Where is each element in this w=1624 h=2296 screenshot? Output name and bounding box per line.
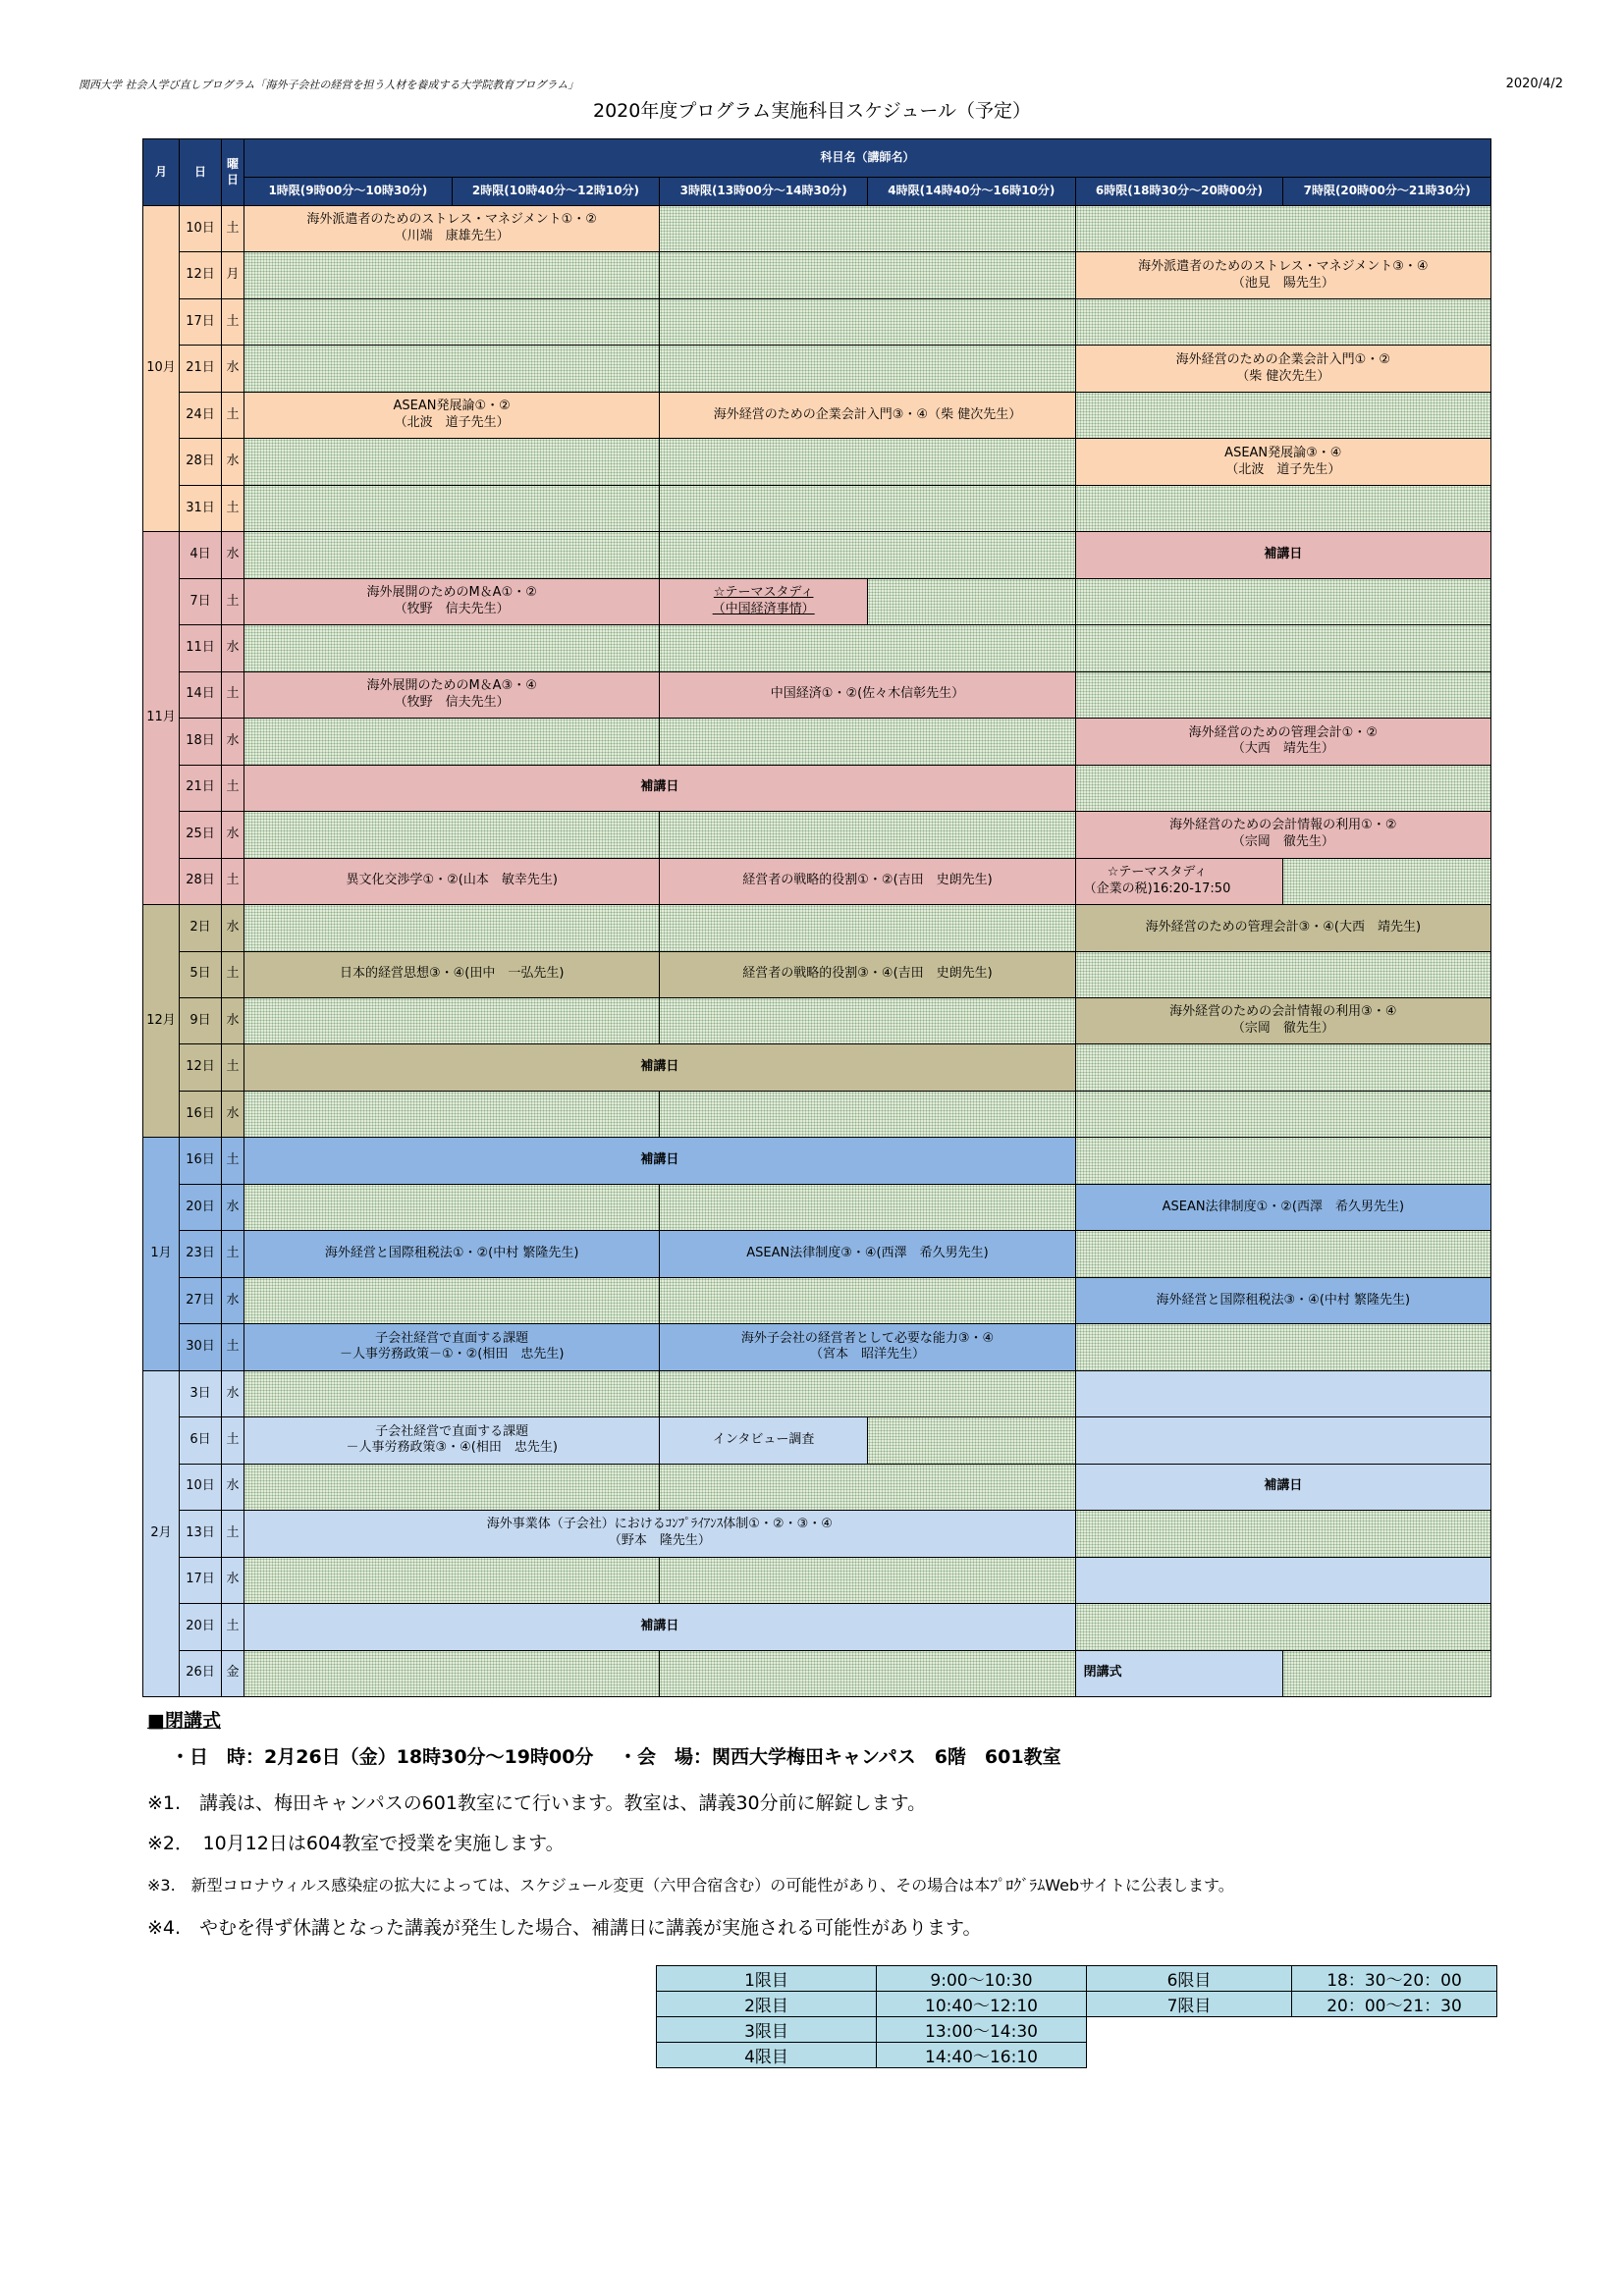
lecture-cell: 中国経済①・②(佐々木信彰先生） xyxy=(660,672,1074,718)
day-cell: 10日 xyxy=(180,1465,221,1510)
lecture-cell: ☆テーマスタディ （企業の税)16:20-17:50 xyxy=(1076,859,1283,904)
header-month: 月 xyxy=(143,139,179,205)
day-cell: 21日 xyxy=(180,346,221,391)
period-label: 6限目 xyxy=(1087,1966,1292,1992)
empty-slot xyxy=(1076,1511,1490,1556)
weekday-cell: 水 xyxy=(222,905,244,950)
weekday-cell: 土 xyxy=(222,766,244,811)
page-title: 2020年度プログラム実施科目スケジュール（予定） xyxy=(592,100,1032,122)
day-cell: 18日 xyxy=(180,719,221,764)
empty-slot xyxy=(1076,579,1490,624)
header-period-1: 1時限(9時00分～10時30分) xyxy=(244,178,452,205)
empty-slot xyxy=(1076,206,1490,251)
month-label: 2月 xyxy=(143,1371,179,1696)
empty-slot xyxy=(1076,1324,1490,1369)
lecture-cell: 日本的経営思想③・④(田中 一弘先生) xyxy=(244,952,659,997)
weekday-cell: 土 xyxy=(222,393,244,438)
header-period-4: 4時限(14時40分～16時10分) xyxy=(868,178,1075,205)
lecture-cell: 海外経営と国際租税法①・②(中村 繁隆先生) xyxy=(244,1231,659,1276)
lecture-cell: 補講日 xyxy=(244,1604,1075,1649)
note-4: ※4. やむを得ず休講となった講義が発生した場合、補講日に講義が実施される可能性があります。 xyxy=(147,1917,982,1939)
period-row xyxy=(657,2017,1497,2043)
period-row xyxy=(657,1992,1497,2017)
weekday-cell: 土 xyxy=(222,1044,244,1090)
empty-slot xyxy=(1076,1044,1490,1090)
empty-slot xyxy=(1076,1138,1490,1183)
lecture-cell: 補講日 xyxy=(1076,1465,1490,1510)
empty-slot xyxy=(244,1651,659,1696)
lecture-cell: 補講日 xyxy=(244,766,1075,811)
lecture-cell: 海外事業体（子会社）におけるｺﾝﾌﾟﾗｲｱﾝｽ体制①・②・③・④ （野本 隆先生） xyxy=(244,1511,1075,1556)
empty-slot xyxy=(244,998,659,1043)
lecture-cell: ☆テーマスタディ （中国経済事情） xyxy=(660,579,867,624)
empty-slot xyxy=(660,1278,1074,1323)
empty-slot xyxy=(660,1185,1074,1230)
day-cell: 7日 xyxy=(180,579,221,624)
weekday-cell: 水 xyxy=(222,1465,244,1510)
day-cell: 4日 xyxy=(180,532,221,577)
lecture-cell: ASEAN法律制度③・④(西澤 希久男先生) xyxy=(660,1231,1074,1276)
empty-slot xyxy=(244,812,659,857)
note-2: ※2． 10月12日は604教室で授業を実施します。 xyxy=(147,1833,565,1854)
period-time: 10:40～12:10 xyxy=(877,1992,1087,2017)
empty-slot xyxy=(1283,1651,1490,1696)
weekday-cell: 土 xyxy=(222,206,244,251)
period-time: 14:40～16:10 xyxy=(877,2043,1087,2068)
weekday-cell: 水 xyxy=(222,346,244,391)
lecture-cell: ASEAN発展論①・② （北波 道子先生） xyxy=(244,393,659,438)
empty-slot xyxy=(1076,952,1490,997)
day-cell: 20日 xyxy=(180,1604,221,1649)
lecture-cell: ASEAN法律制度①・②(西澤 希久男先生) xyxy=(1076,1185,1490,1230)
empty-slot xyxy=(660,206,1074,251)
day-cell: 14日 xyxy=(180,672,221,718)
day-cell: 20日 xyxy=(180,1185,221,1230)
empty-slot xyxy=(660,299,1074,345)
document-date: 2020/4/2 xyxy=(1505,77,1563,91)
day-cell: 17日 xyxy=(180,1558,221,1603)
period-label: 4限目 xyxy=(657,2043,877,2068)
day-cell: 5日 xyxy=(180,952,221,997)
weekday-cell: 水 xyxy=(222,1185,244,1230)
lecture-cell: 海外経営のための会計情報の利用③・④ （宗岡 徹先生） xyxy=(1076,998,1490,1043)
lecture-cell: 海外経営のための企業会計入門①・② （柴 健次先生） xyxy=(1076,346,1490,391)
empty-slot xyxy=(660,1651,1074,1696)
empty-slot xyxy=(1076,1371,1490,1416)
empty-slot xyxy=(660,252,1074,297)
empty-slot xyxy=(244,346,659,391)
weekday-cell: 水 xyxy=(222,998,244,1043)
lecture-cell: 海外経営のための企業会計入門③・④（柴 健次先生） xyxy=(660,393,1074,438)
day-cell: 6日 xyxy=(180,1417,221,1463)
header-weekday: 曜日 xyxy=(222,139,244,205)
weekday-cell: 土 xyxy=(222,1511,244,1556)
lecture-cell: 異文化交渉学①・②(山本 敏幸先生) xyxy=(244,859,659,904)
empty-slot xyxy=(1076,1604,1490,1649)
day-cell: 28日 xyxy=(180,859,221,904)
empty-slot xyxy=(244,1185,659,1230)
empty-slot xyxy=(244,905,659,950)
weekday-cell: 水 xyxy=(222,719,244,764)
header-period-7: 7時限(20時00分～21時30分) xyxy=(1283,178,1490,205)
closing-heading: ■閉講式 xyxy=(147,1710,221,1732)
notes-section xyxy=(147,1706,1522,1940)
period-time: 18：30～20：00 xyxy=(1292,1966,1497,1992)
empty-slot xyxy=(1076,1417,1490,1463)
period-label: 2限目 xyxy=(657,1992,877,2017)
header-period-6: 6時限(18時30分～20時00分) xyxy=(1076,178,1283,205)
day-cell: 21日 xyxy=(180,766,221,811)
empty-slot xyxy=(1076,393,1490,438)
weekday-cell: 土 xyxy=(222,1138,244,1183)
empty-slot xyxy=(1076,766,1490,811)
header-period-2: 2時限(10時40分～12時10分) xyxy=(453,178,660,205)
lecture-cell: 海外経営のための会計情報の利用①・② （宗岡 徹先生） xyxy=(1076,812,1490,857)
header-period-3: 3時限(13時00分～14時30分) xyxy=(660,178,867,205)
lecture-cell: 海外子会社の経営者として必要な能力③・④ （宮本 昭洋先生） xyxy=(660,1324,1074,1369)
empty-slot xyxy=(1076,672,1490,718)
lecture-cell: 海外経営のための管理会計③・④(大西 靖先生) xyxy=(1076,905,1490,950)
period-times-table xyxy=(656,1965,1497,2068)
empty-slot xyxy=(244,719,659,764)
lecture-cell: 経営者の戦略的役割①・②(吉田 史朗先生) xyxy=(660,859,1074,904)
lecture-cell: 子会社経営で直面する課題 －人事労務政策③・④(相田 忠先生) xyxy=(244,1417,659,1463)
header-day: 日 xyxy=(180,139,221,205)
empty-slot xyxy=(1076,1092,1490,1137)
day-cell: 26日 xyxy=(180,1651,221,1696)
lecture-cell: 海外派遣者のためのストレス・マネジメント③・④ （池見 陽先生） xyxy=(1076,252,1490,297)
empty-slot xyxy=(660,1558,1074,1603)
lecture-cell: 補講日 xyxy=(1076,532,1490,577)
empty-slot xyxy=(660,905,1074,950)
empty-slot xyxy=(244,1092,659,1137)
weekday-cell: 土 xyxy=(222,1324,244,1369)
day-cell: 23日 xyxy=(180,1231,221,1276)
empty-slot xyxy=(244,1465,659,1510)
day-cell: 28日 xyxy=(180,439,221,484)
empty-slot xyxy=(1283,859,1490,904)
weekday-cell: 土 xyxy=(222,299,244,345)
day-cell: 16日 xyxy=(180,1138,221,1183)
empty-slot xyxy=(244,299,659,345)
lecture-cell: 経営者の戦略的役割③・④(吉田 史朗先生) xyxy=(660,952,1074,997)
day-cell: 17日 xyxy=(180,299,221,345)
empty-slot xyxy=(1076,625,1490,670)
period-label: 7限目 xyxy=(1087,1992,1292,2017)
period-time: 13:00～14:30 xyxy=(877,2017,1087,2043)
empty-slot xyxy=(244,1558,659,1603)
lecture-cell: 海外派遣者のためのストレス・マネジメント①・② （川端 康雄先生） xyxy=(244,206,659,251)
day-cell: 13日 xyxy=(180,1511,221,1556)
day-cell: 24日 xyxy=(180,393,221,438)
empty-slot xyxy=(660,719,1074,764)
empty-slot xyxy=(244,532,659,577)
lecture-cell: 補講日 xyxy=(244,1044,1075,1090)
day-cell: 25日 xyxy=(180,812,221,857)
weekday-cell: 水 xyxy=(222,812,244,857)
empty-slot xyxy=(1076,486,1490,531)
lecture-cell: 海外展開のためのM＆A③・④ （牧野 信夫先生） xyxy=(244,672,659,718)
period-time: 20：00～21：30 xyxy=(1292,1992,1497,2017)
empty-slot xyxy=(660,439,1074,484)
day-cell: 10日 xyxy=(180,206,221,251)
period-row xyxy=(657,2043,1497,2068)
empty-slot xyxy=(660,998,1074,1043)
lecture-cell: 海外経営と国際租税法③・④(中村 繁隆先生) xyxy=(1076,1278,1490,1323)
empty-slot xyxy=(660,1092,1074,1137)
month-label: 12月 xyxy=(143,905,179,1137)
weekday-cell: 土 xyxy=(222,952,244,997)
empty-slot xyxy=(244,252,659,297)
empty-slot xyxy=(660,532,1074,577)
day-cell: 16日 xyxy=(180,1092,221,1137)
day-cell: 2日 xyxy=(180,905,221,950)
empty-slot xyxy=(244,1278,659,1323)
weekday-cell: 土 xyxy=(222,1231,244,1276)
weekday-cell: 水 xyxy=(222,1278,244,1323)
period-row xyxy=(657,1966,1497,1992)
empty-slot xyxy=(244,486,659,531)
weekday-cell: 土 xyxy=(222,1604,244,1649)
weekday-cell: 土 xyxy=(222,579,244,624)
lecture-cell: 海外展開のためのM＆A①・② （牧野 信夫先生） xyxy=(244,579,659,624)
weekday-cell: 水 xyxy=(222,1092,244,1137)
weekday-cell: 土 xyxy=(222,672,244,718)
day-cell: 31日 xyxy=(180,486,221,531)
lecture-cell: 子会社経営で直面する課題 －人事労務政策－①・②(相田 忠先生) xyxy=(244,1324,659,1369)
period-label: 1限目 xyxy=(657,1966,877,1992)
empty-slot xyxy=(660,812,1074,857)
empty-slot xyxy=(244,439,659,484)
day-cell: 12日 xyxy=(180,1044,221,1090)
program-name: 関西大学 社会人学び直しプログラム「海外子会社の経営を担う人材を養成する大学院教育プログラム」 xyxy=(79,79,579,91)
weekday-cell: 土 xyxy=(222,859,244,904)
empty-slot xyxy=(1076,1231,1490,1276)
day-cell: 12日 xyxy=(180,252,221,297)
weekday-cell: 水 xyxy=(222,439,244,484)
empty-slot xyxy=(660,1465,1074,1510)
empty-slot xyxy=(660,346,1074,391)
month-label: 10月 xyxy=(143,206,179,531)
lecture-cell: ASEAN発展論③・④ （北波 道子先生） xyxy=(1076,439,1490,484)
lecture-cell: インタビュー調査 xyxy=(660,1417,867,1463)
note-1: ※1. 講義は、梅田キャンパスの601教室にて行います。教室は、講義30分前に解錠します。 xyxy=(147,1792,927,1814)
note-3: ※3. 新型コロナウィルス感染症の拡大によっては、スケジュール変更（六甲合宿含む）の可能性があり、その場合は本ﾌﾟﾛｸﾞﾗﾑWebサイトに公表します。 xyxy=(147,1876,1234,1895)
weekday-cell: 土 xyxy=(222,1417,244,1463)
schedule-table xyxy=(142,138,1491,1697)
day-cell: 30日 xyxy=(180,1324,221,1369)
period-label: 3限目 xyxy=(657,2017,877,2043)
header-subject: 科目名（講師名） xyxy=(244,139,1490,177)
empty-slot xyxy=(244,625,659,670)
empty-slot xyxy=(1076,299,1490,345)
weekday-cell: 水 xyxy=(222,625,244,670)
empty-slot xyxy=(868,579,1075,624)
lecture-cell: 閉講式 xyxy=(1076,1651,1283,1696)
day-cell: 27日 xyxy=(180,1278,221,1323)
empty-slot xyxy=(660,625,1074,670)
day-cell: 3日 xyxy=(180,1371,221,1416)
lecture-cell: 補講日 xyxy=(244,1138,1075,1183)
month-label: 1月 xyxy=(143,1138,179,1369)
lecture-cell: 海外経営のための管理会計①・② （大西 靖先生） xyxy=(1076,719,1490,764)
empty-slot xyxy=(660,486,1074,531)
empty-slot xyxy=(244,1371,659,1416)
weekday-cell: 水 xyxy=(222,532,244,577)
period-time: 9:00～10:30 xyxy=(877,1966,1087,1992)
month-label: 11月 xyxy=(143,532,179,904)
day-cell: 11日 xyxy=(180,625,221,670)
weekday-cell: 水 xyxy=(222,1371,244,1416)
empty-slot xyxy=(660,1371,1074,1416)
weekday-cell: 月 xyxy=(222,252,244,297)
empty-slot xyxy=(1076,1558,1490,1603)
weekday-cell: 水 xyxy=(222,1558,244,1603)
empty-slot xyxy=(868,1417,1075,1463)
closing-details: ・日 時：2月26日（金）18時30分～19時00分 ・会 場：関西大学梅田キャンパス 6階 601教室 xyxy=(171,1746,1061,1768)
day-cell: 9日 xyxy=(180,998,221,1043)
weekday-cell: 金 xyxy=(222,1651,244,1696)
weekday-cell: 土 xyxy=(222,486,244,531)
